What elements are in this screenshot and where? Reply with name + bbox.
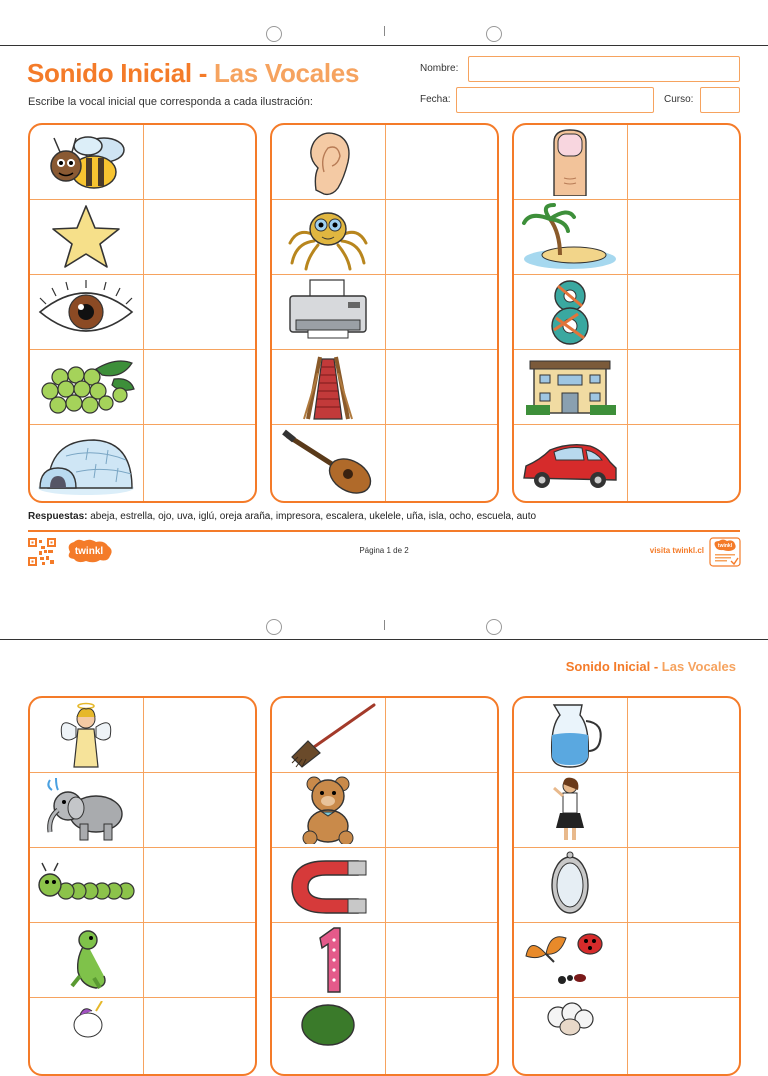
eye-icon — [36, 278, 136, 346]
page-title — [27, 58, 359, 89]
name-label: Nombre: — [420, 63, 459, 74]
grade-field[interactable] — [700, 87, 740, 113]
answer-cell[interactable] — [386, 350, 497, 424]
card-row — [514, 350, 739, 425]
date-field[interactable] — [456, 87, 654, 113]
answer-cell[interactable] — [628, 773, 739, 847]
broom-icon — [278, 701, 378, 769]
answers-label: Respuestas: — [28, 511, 88, 522]
title-part-1: Sonido Inicial - — [27, 58, 215, 88]
visit-link[interactable]: visita twinkl.cl — [649, 546, 704, 555]
answer-cell[interactable] — [144, 848, 255, 922]
car-icon — [520, 428, 620, 496]
instructions: Escribe la vocal inicial que corresponda a cada ilustración: — [28, 96, 313, 108]
fold-mark — [384, 26, 385, 36]
school-icon — [520, 353, 620, 421]
answer-cell[interactable] — [144, 350, 255, 424]
twinkl-badge-icon — [709, 537, 741, 567]
answer-cell[interactable] — [386, 125, 497, 199]
card-row — [514, 998, 739, 1073]
brand-name: twinkl — [74, 546, 104, 557]
card-row — [514, 698, 739, 773]
card-row — [514, 125, 739, 200]
card-row — [272, 275, 497, 350]
answer-cell[interactable] — [628, 698, 739, 772]
answer-cell[interactable] — [628, 998, 739, 1073]
answer-cell[interactable] — [628, 125, 739, 199]
card-row — [272, 125, 497, 200]
girl-icon — [520, 776, 620, 844]
answer-cell[interactable] — [386, 773, 497, 847]
binder-hole — [486, 619, 502, 635]
card-row — [514, 848, 739, 923]
card-row — [30, 350, 255, 425]
iguana-icon — [36, 926, 136, 994]
date-label: Fecha: — [420, 94, 451, 105]
answer-cell[interactable] — [628, 848, 739, 922]
bee-icon — [36, 128, 136, 196]
binder-hole — [266, 619, 282, 635]
picture-card-3 — [512, 123, 741, 503]
card-row — [30, 698, 255, 773]
magnet-icon — [278, 851, 378, 919]
grade-label: Curso: — [664, 94, 694, 105]
card-row — [30, 848, 255, 923]
worksheet-page-2 — [0, 612, 768, 1024]
answer-cell[interactable] — [144, 275, 255, 349]
page-top-edge — [0, 639, 768, 640]
answer-cell[interactable] — [386, 998, 497, 1073]
unicorn-icon — [36, 1001, 136, 1069]
picture-card-4 — [28, 696, 257, 1076]
card-row — [272, 773, 497, 848]
answer-cell[interactable] — [144, 923, 255, 997]
card-row — [272, 200, 497, 275]
card-row — [30, 125, 255, 200]
card-row — [30, 923, 255, 998]
card-row — [514, 275, 739, 350]
card-row — [272, 425, 497, 500]
printer-icon — [278, 278, 378, 346]
card-row — [30, 998, 255, 1073]
picture-card-2 — [270, 123, 499, 503]
answer-cell[interactable] — [628, 200, 739, 274]
binder-hole — [486, 26, 502, 42]
caterpillar-icon — [36, 851, 136, 919]
card-row — [272, 698, 497, 773]
card-row — [272, 848, 497, 923]
answer-cell[interactable] — [628, 350, 739, 424]
answer-cell[interactable] — [386, 425, 497, 500]
binder-hole — [266, 26, 282, 42]
answer-cell[interactable] — [144, 200, 255, 274]
card-row — [30, 200, 255, 275]
stairs-icon — [278, 353, 378, 421]
angel-icon — [36, 701, 136, 769]
igloo-icon — [36, 428, 136, 496]
island-icon — [520, 203, 620, 271]
number-one-icon — [278, 926, 378, 994]
picture-card-5 — [270, 696, 499, 1076]
ear-icon — [278, 128, 378, 196]
number-eight-icon — [520, 278, 620, 346]
answer-cell[interactable] — [628, 425, 739, 500]
title-part-2: Las Vocales — [214, 58, 360, 88]
answers-text: abeja, estrella, ojo, uva, iglú, oreja araña, impresora, escalera, ukelele, uña, isla, ocho, escuela, auto — [87, 511, 537, 522]
card-row — [514, 923, 739, 998]
grapes-icon — [36, 353, 136, 421]
answer-cell[interactable] — [144, 698, 255, 772]
header-part-1: Sonido Inicial - — [565, 659, 662, 674]
name-field[interactable] — [468, 56, 740, 82]
answer-cell[interactable] — [386, 848, 497, 922]
fingernail-icon — [520, 128, 620, 196]
card-row — [30, 275, 255, 350]
teddy-bear-icon — [278, 776, 378, 844]
header-part-2: Las Vocales — [661, 659, 736, 674]
card-row — [514, 773, 739, 848]
answers-line — [28, 511, 536, 522]
fold-mark — [384, 620, 385, 630]
star-icon — [36, 203, 136, 271]
answer-cell[interactable] — [628, 923, 739, 997]
answer-cell[interactable] — [144, 425, 255, 500]
badge-brand: twinkl — [717, 543, 733, 549]
page-top-edge — [0, 45, 768, 46]
insects-icon — [520, 926, 620, 994]
card-row — [514, 425, 739, 500]
answer-cell[interactable] — [386, 200, 497, 274]
footer-rule — [28, 530, 740, 532]
answer-cell[interactable] — [144, 125, 255, 199]
tree-icon — [278, 1001, 378, 1069]
card-row — [272, 923, 497, 998]
page-header — [566, 659, 736, 674]
sheep-icon — [520, 1001, 620, 1069]
page-number: Página 1 de 2 — [359, 546, 409, 555]
answer-cell[interactable] — [386, 923, 497, 997]
card-row — [30, 773, 255, 848]
card-row — [272, 350, 497, 425]
picture-card-6 — [512, 696, 741, 1076]
ukulele-icon — [278, 428, 378, 496]
picture-card-1 — [28, 123, 257, 503]
answer-cell[interactable] — [386, 698, 497, 772]
answer-cell[interactable] — [386, 275, 497, 349]
jug-icon — [520, 701, 620, 769]
card-row — [272, 998, 497, 1073]
answer-cell[interactable] — [628, 275, 739, 349]
card-row — [30, 425, 255, 500]
answer-cell[interactable] — [144, 998, 255, 1073]
mirror-icon — [520, 851, 620, 919]
spider-icon — [278, 203, 378, 271]
card-row — [514, 200, 739, 275]
answer-cell[interactable] — [144, 773, 255, 847]
elephant-icon — [36, 776, 136, 844]
